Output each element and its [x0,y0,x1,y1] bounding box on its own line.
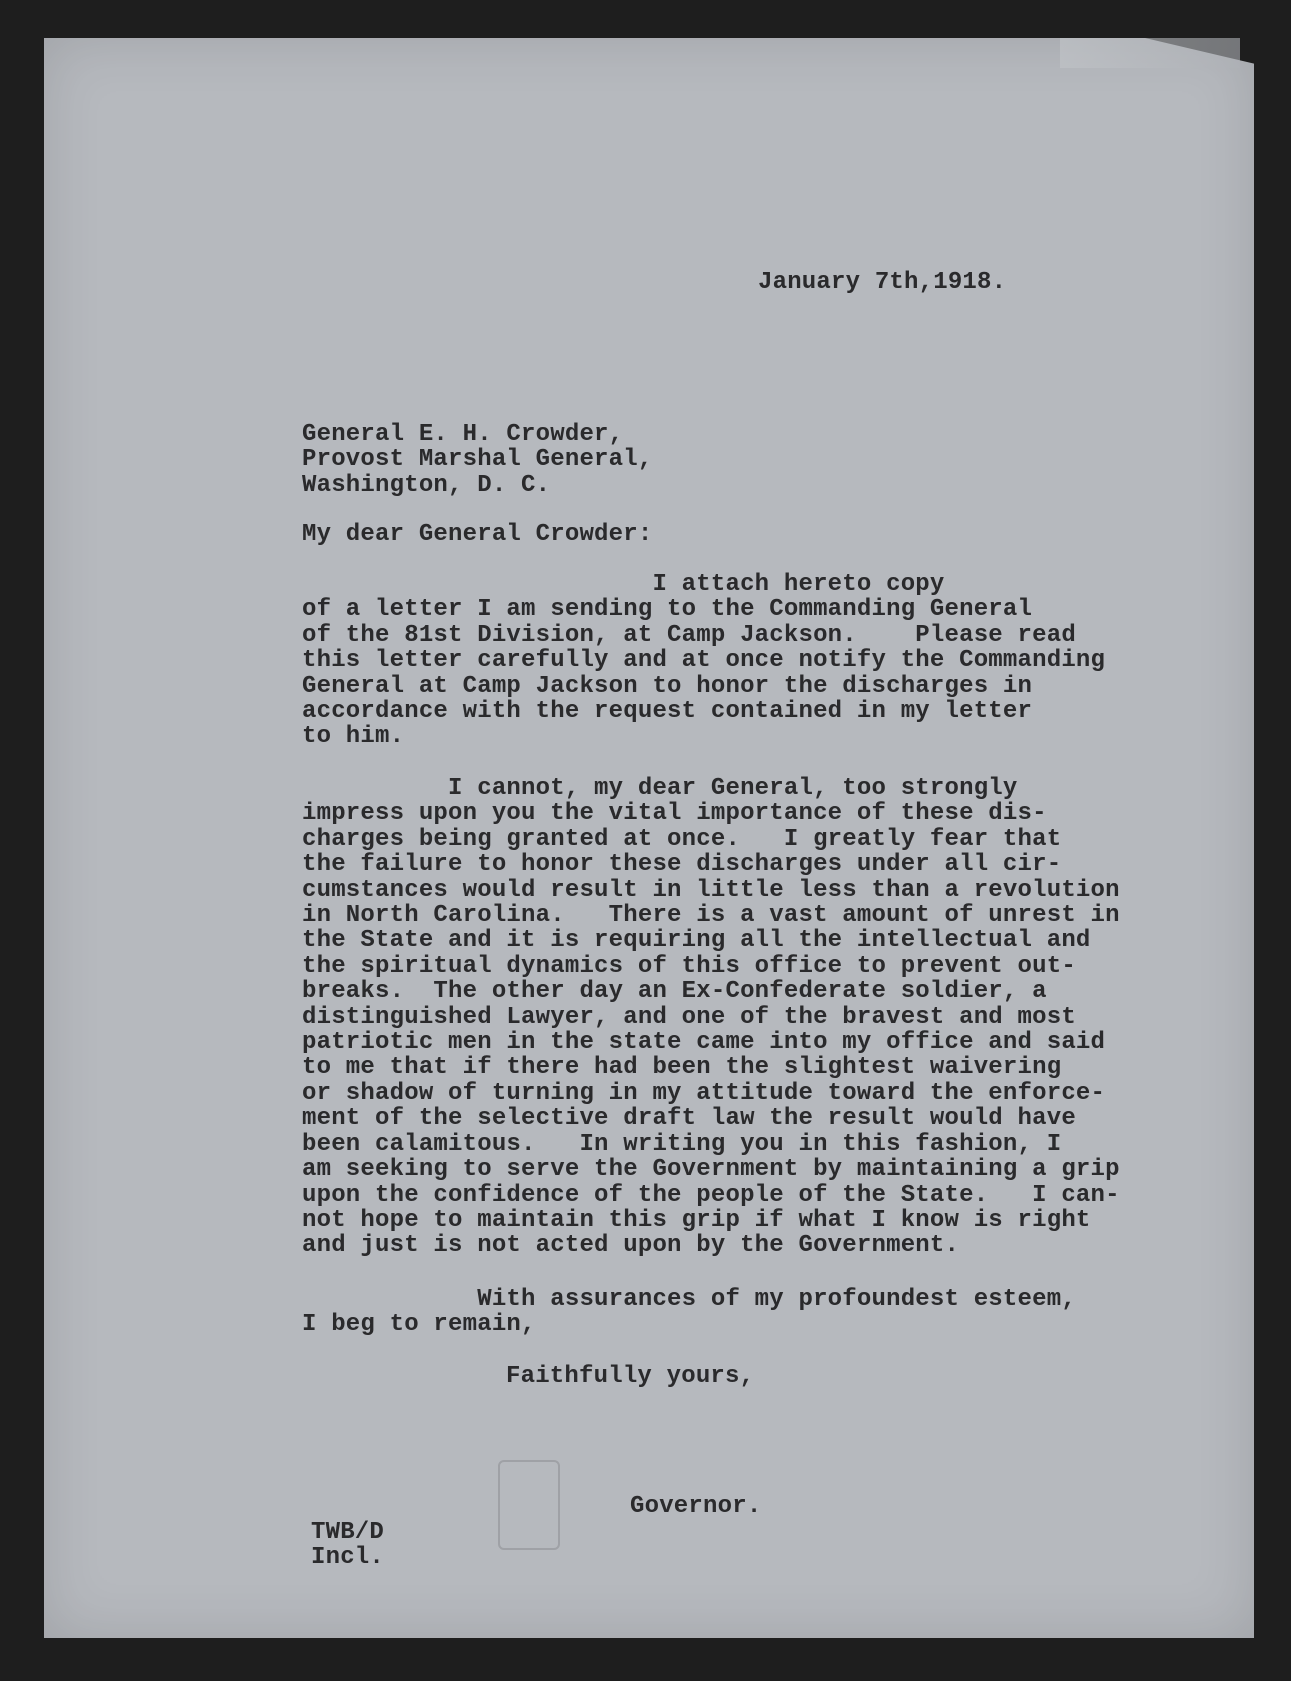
typist-initials: TWB/D Incl. [311,1519,385,1572]
recipient-address: General E. H. Crowder, Provost Marshal General, Washington, D. C. [302,421,653,499]
body-paragraph-1: I attach hereto copy of a letter I am sending to the Commanding General of the 81st Division, at Camp Jackson. Please read this letter carefully and at once notify the Commanding General at Camp Jackson to honor the discharges in accordance with the request contained in my letter to him. [302,571,1106,751]
folded-corner [1060,38,1240,68]
signature-title: Governor. [630,1493,762,1520]
letter-date: January 7th,1918. [758,269,1007,296]
closing-paragraph: With assurances of my profoundest esteem, I beg to remain, [302,1286,1076,1339]
body-paragraph-2: I cannot, my dear General, too strongly impress upon you the vital importance of these dis- charges being granted at once. I greatly fear that the failure to honor these discharges under all cir- cumstances would result in little less than a revolution in North Carolina. There is a vast amount of unrest in the State and it is requiring all the intellectual and the spiritual dynamics of this office to prevent out- breaks. The other day an Ex-Confederate soldier, a distinguished Lawyer, and one of the bravest and most patriotic men in the state came into my office and said to me that if there had been the slightest waivering or shadow of turning in my attitude toward the enforce- ment of the selective draft law the result would have been calamitous. In writing you in this fashion, I am seeking to serve the Government by maintaining a grip upon the confidence of the people of the State. I can- not hope to maintain this grip if what I know is right and just is not acted upon by the Government. [302,775,1120,1260]
faint-stamp-mark [498,1460,560,1550]
valediction: Faithfully yours, [506,1363,755,1390]
salutation: My dear General Crowder: [302,521,653,548]
